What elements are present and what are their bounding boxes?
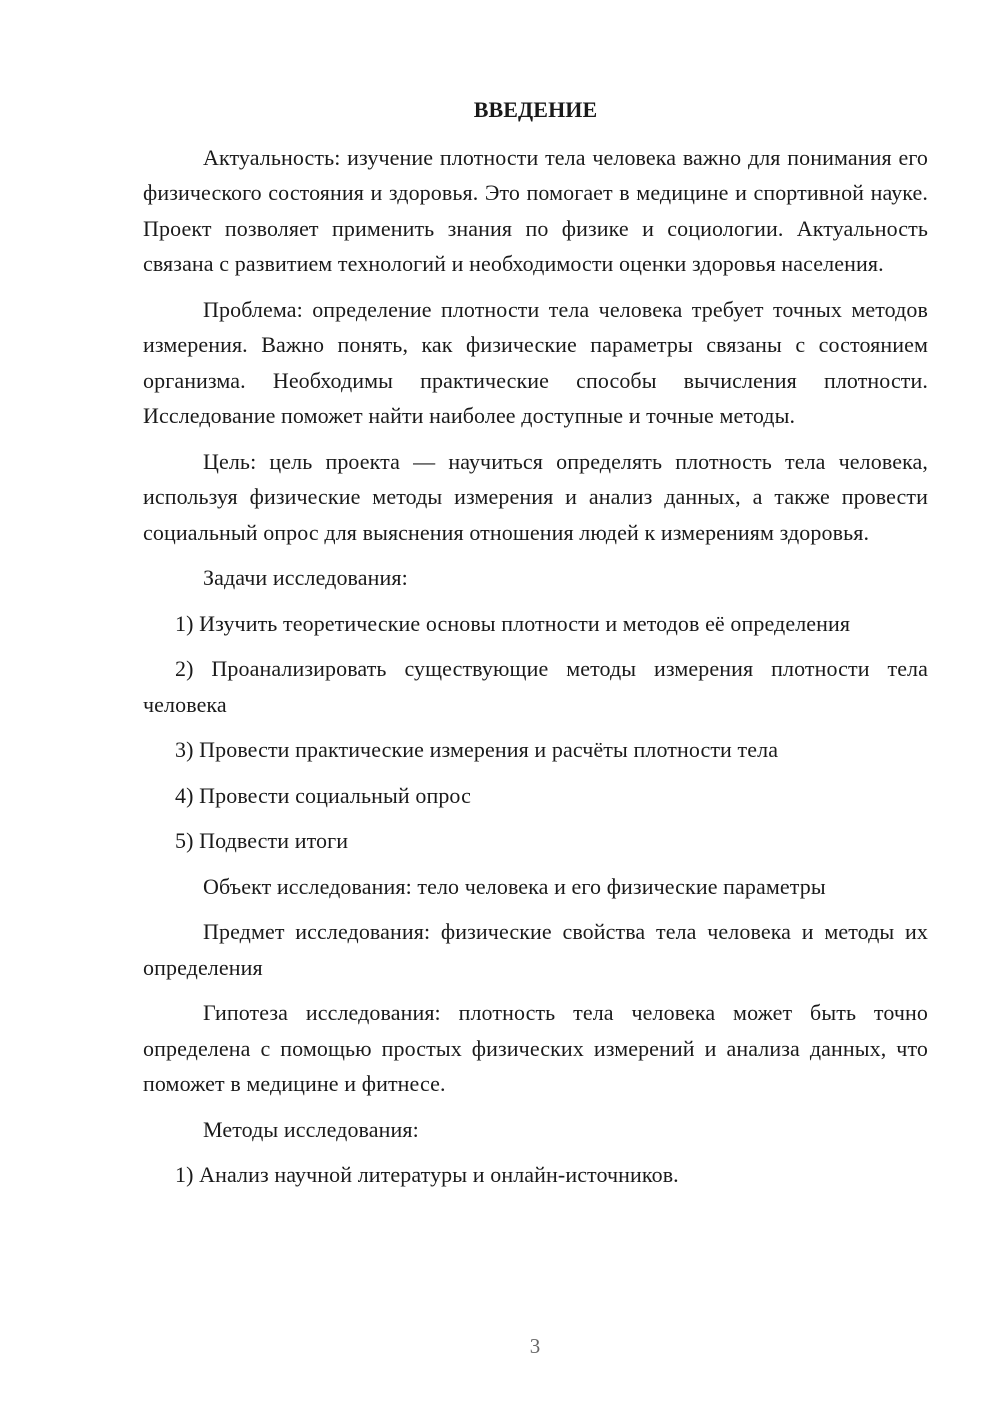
object-paragraph: Объект исследования: тело человека и его физические параметры <box>203 873 826 899</box>
task-item: 1) Изучить теоретические основы плотности и методов её определения <box>175 610 851 636</box>
task-item: 3) Провести практические измерения и расчёты плотности тела <box>175 737 779 762</box>
page-number: 3 <box>529 1334 541 1358</box>
document-page <box>143 92 928 1203</box>
task-item: 4) Провести социальный опрос <box>175 782 471 808</box>
task-item: 2) Проанализировать существующие методы измерения плотности тела человека <box>143 656 928 717</box>
subject-paragraph: Предмет исследования: физические свойства тела человека и методы их определения <box>143 919 928 980</box>
relevance-paragraph: Актуальность: изучение плотности тела человека важно для понимания его физического состояния и здоровья. Это помогает в медицине и спортивной науке. Проект позволяет применить знания по физике и социологии. Актуальность связана с развитием технологий и необходимости оценки здоровья населения. <box>143 144 928 276</box>
methods-heading: Методы исследования: <box>203 1116 419 1142</box>
hypothesis-paragraph: Гипотеза исследования: плотность тела человека может быть точно определена с помощью простых физических измерений и анализа данных, что поможет в медицине и фитнесе. <box>143 1000 928 1096</box>
method-item: 1) Анализ научной литературы и онлайн-источников. <box>175 1162 679 1187</box>
problem-paragraph: Проблема: определение плотности тела человека требует точных методов измерения. Важно понять, как физические параметры связаны с состоянием организма. Необходимы практические способы вычисления плотности. Исследование поможет найти наиболее доступные и точные методы. <box>143 296 928 428</box>
task-item: 5) Подвести итоги <box>175 828 349 853</box>
page-title: ВВЕДЕНИЕ <box>473 97 598 122</box>
goal-paragraph: Цель: цель проекта — научиться определять плотность тела человека, используя физические методы измерения и анализ данных, а также провести социальный опрос для выяснения отношения людей к измерениям здоровья. <box>143 448 928 545</box>
tasks-heading: Задачи исследования: <box>203 565 408 590</box>
